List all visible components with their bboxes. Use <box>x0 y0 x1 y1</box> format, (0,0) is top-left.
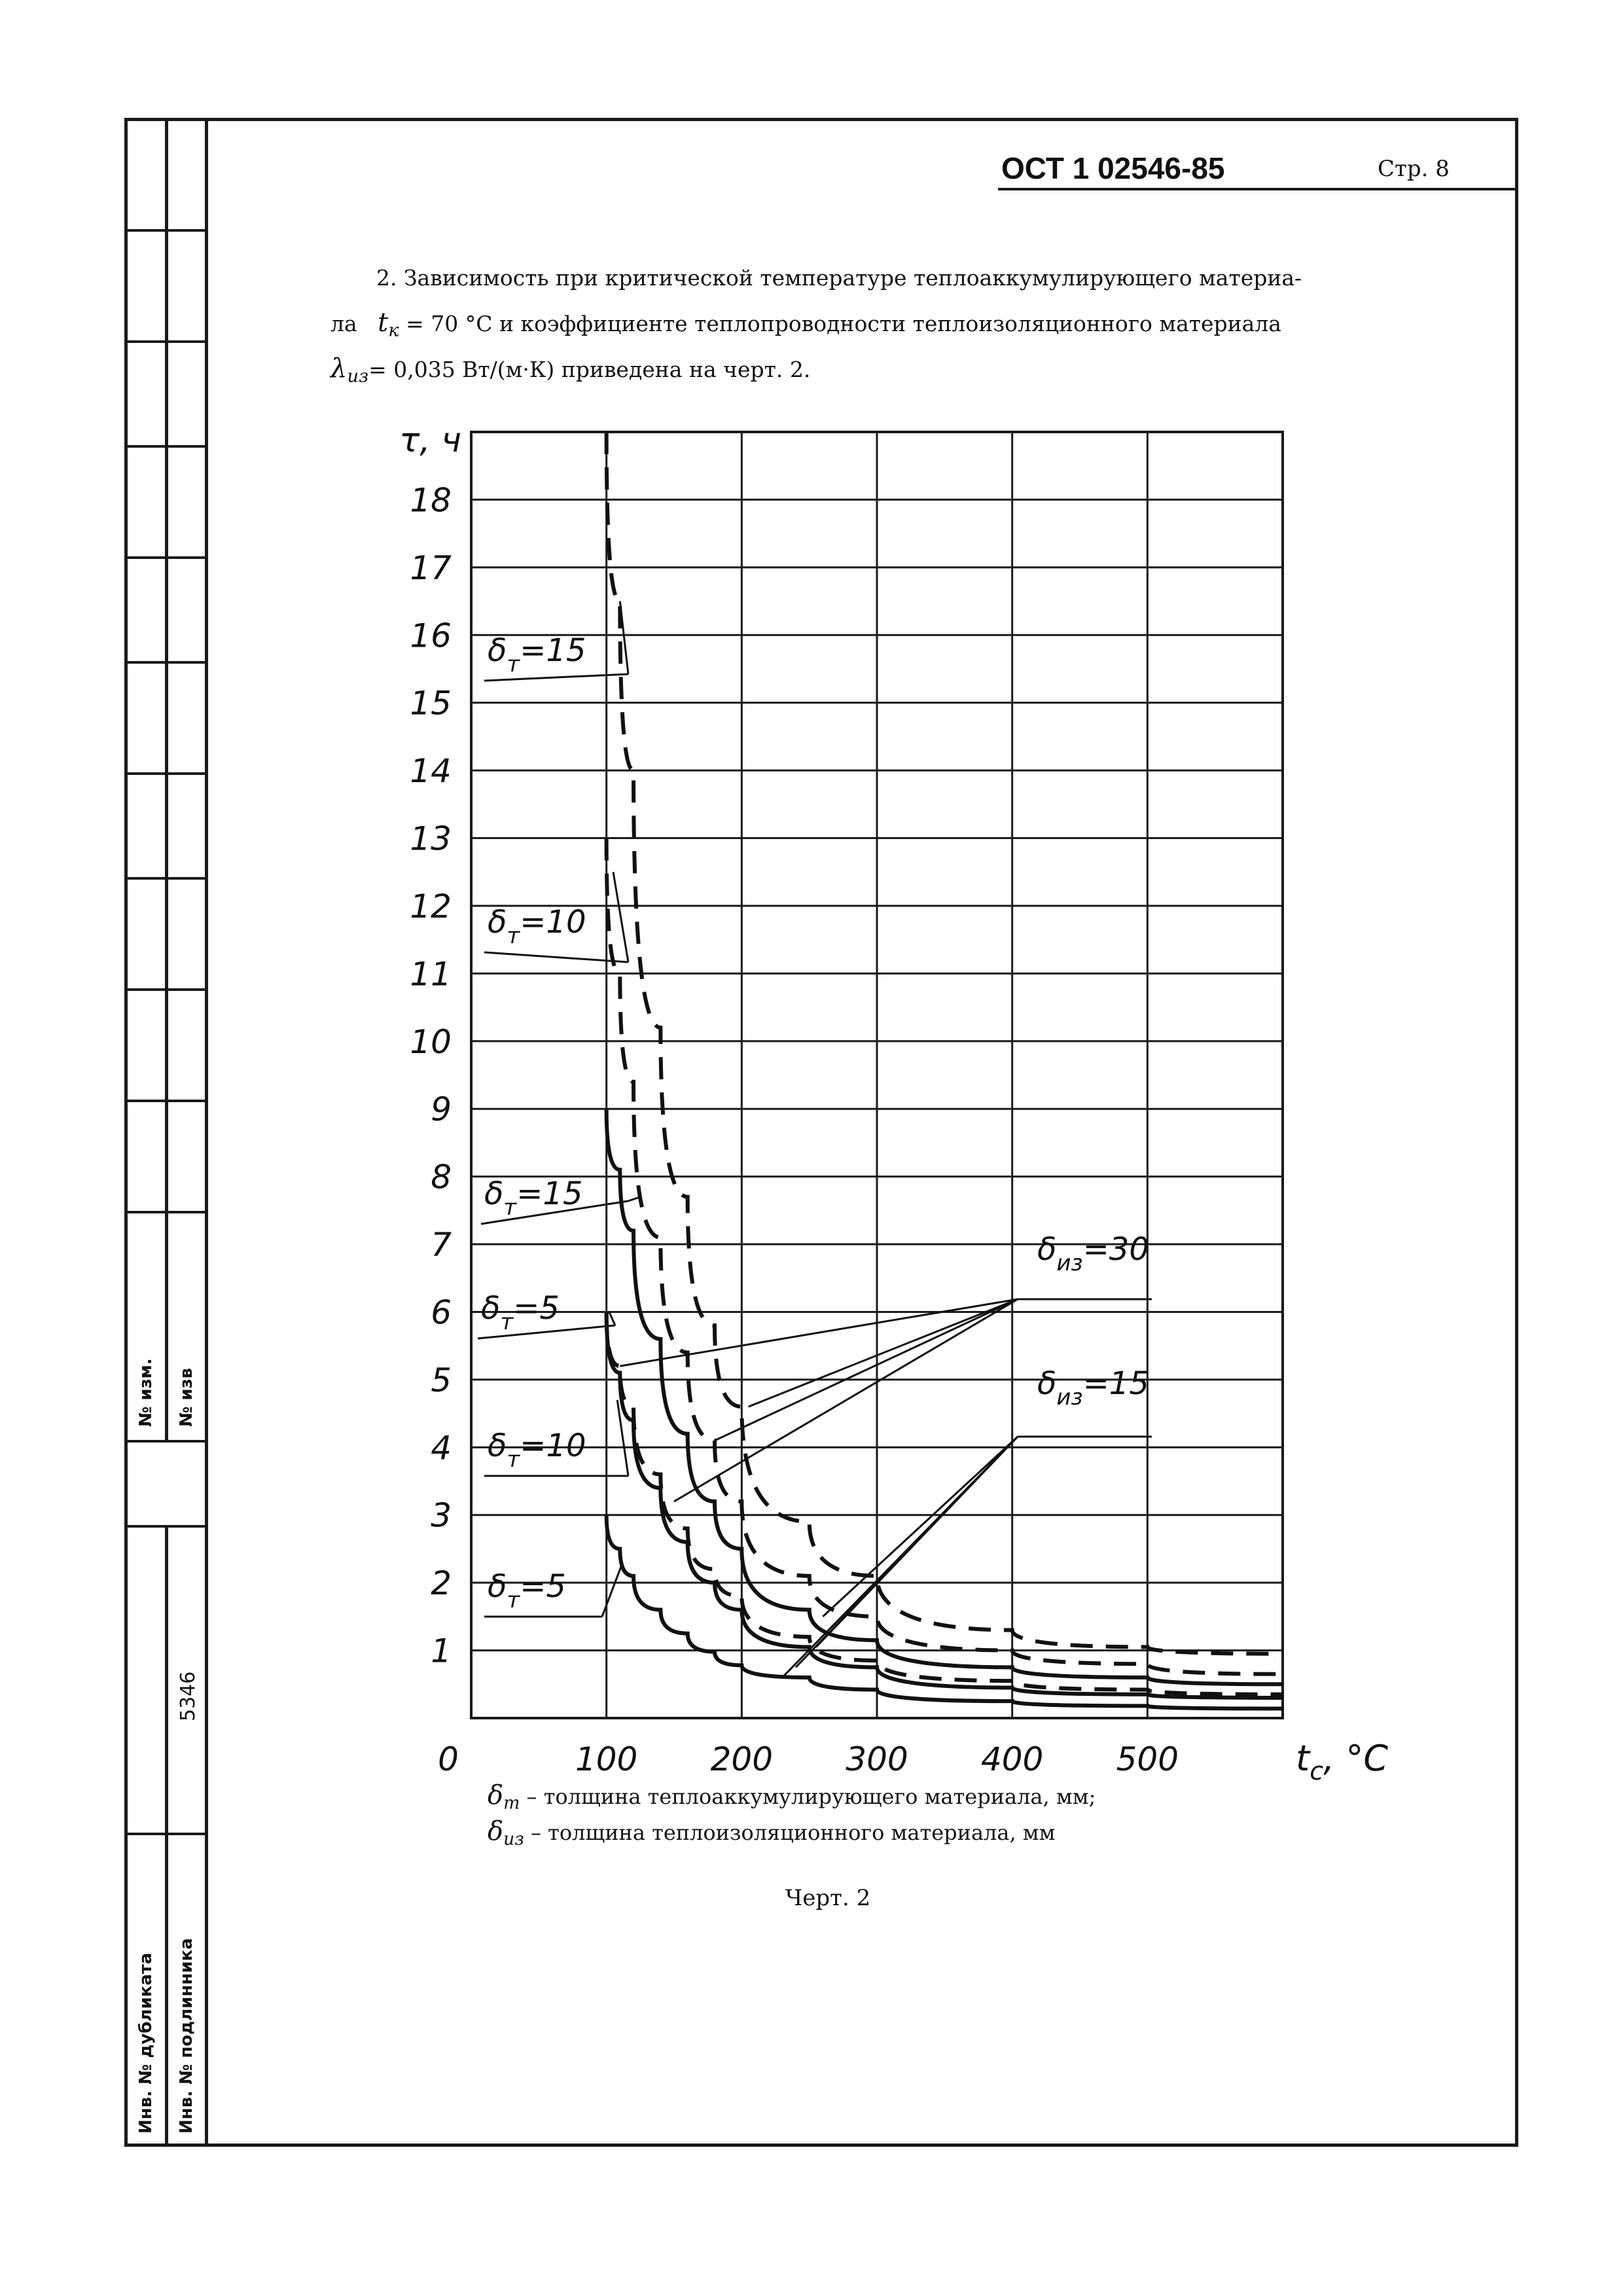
legend-symbol: δ <box>488 1780 504 1810</box>
strip-label-original: Инв. № подлинника <box>177 1938 196 2134</box>
curve-label: $\delta_т=10$ <box>488 1427 586 1473</box>
y-tick-label: 6 <box>431 1293 452 1332</box>
x-tick-label: 0 <box>438 1740 459 1778</box>
legend-subscript: т <box>503 1793 520 1814</box>
y-tick-label: 2 <box>431 1564 452 1603</box>
series-line-1 <box>607 432 1283 1654</box>
y-tick-label: 9 <box>431 1090 452 1129</box>
legend-text: – толщина теплоаккумулирующего материала, мм; <box>526 1784 1096 1809</box>
x-tick-label: 300 <box>846 1740 908 1778</box>
tk-subscript: к <box>388 319 399 341</box>
figure-caption: Черт. 2 <box>785 1885 871 1911</box>
curve-label-leader <box>602 1562 622 1617</box>
curve-label: $\delta_т=5$ <box>488 1568 566 1613</box>
y-tick-label: 14 <box>410 752 452 791</box>
document-code: ОСТ 1 02546-85 <box>1001 151 1225 185</box>
strip-label-duplicate: Инв. № дубликата <box>136 1952 156 2134</box>
curve-label-leader <box>715 1299 1018 1441</box>
y-axis-label: τ, ч <box>399 421 462 460</box>
y-tick-label: 11 <box>410 955 452 994</box>
curve-label: $\delta_{из}=15$ <box>1037 1365 1149 1410</box>
y-tick-label: 7 <box>431 1226 452 1265</box>
curve-label-leader <box>749 1299 1018 1407</box>
y-tick-label: 16 <box>410 617 452 655</box>
y-tick-label: 5 <box>431 1361 452 1399</box>
legend-symbol: δ <box>488 1816 504 1846</box>
tk-symbol: t <box>378 308 389 338</box>
y-tick-label: 10 <box>410 1022 452 1061</box>
curve-label: $\delta_т=15$ <box>484 1175 583 1221</box>
page-label: Стр. 8 <box>1378 156 1450 182</box>
y-tick-label: 3 <box>431 1496 452 1535</box>
paragraph-line-1: 2. Зависимость при критической температуре теплоаккумулирующего материа- <box>376 265 1302 291</box>
y-tick-label: 17 <box>410 548 452 587</box>
curve-label-leader <box>823 1437 1018 1617</box>
y-tick-label: 13 <box>410 819 452 858</box>
curve-label-leader <box>613 872 628 962</box>
curve-label-leader <box>782 1437 1018 1677</box>
y-tick-label: 15 <box>410 684 452 723</box>
curve-label-underline <box>478 1325 615 1338</box>
curve-label: $\delta_т=10$ <box>488 904 586 949</box>
strip-label-notice-no: № изв <box>177 1367 196 1427</box>
lambda-subscript: из <box>347 365 369 387</box>
legend-text: – толщина теплоизоляционного материала, мм <box>530 1820 1056 1845</box>
legend-line-2 <box>488 1816 1056 1849</box>
curve-label: $\delta_т=15$ <box>488 632 586 677</box>
series-line-2 <box>607 838 1283 1674</box>
y-tick-label: 4 <box>431 1429 452 1467</box>
series-line-6 <box>607 1515 1283 1709</box>
curve-label: $\delta_т=5$ <box>481 1290 560 1335</box>
curve-label-leader <box>620 1299 1018 1366</box>
y-tick-label: 18 <box>410 481 452 520</box>
curve-label-leader <box>674 1299 1018 1501</box>
curve-label: $\delta_{из}=30$ <box>1037 1231 1149 1276</box>
x-tick-label: 500 <box>1116 1740 1179 1778</box>
tk-value: = 70 °С и коэффициенте теплопроводности теплоизоляционного материала <box>406 311 1281 336</box>
y-tick-label: 1 <box>431 1632 452 1670</box>
series-line-3 <box>607 1109 1283 1684</box>
lambda-symbol: λ <box>330 353 348 384</box>
legend-subscript: из <box>503 1829 524 1850</box>
curve-label-leader <box>609 1312 615 1325</box>
x-tick-label: 100 <box>575 1740 638 1778</box>
strip-inv-number: 5346 <box>177 1671 200 1721</box>
x-tick-label: 400 <box>980 1740 1044 1778</box>
y-tick-label: 12 <box>410 887 452 925</box>
legend-line-1 <box>488 1780 1096 1813</box>
y-tick-label: 8 <box>431 1158 452 1196</box>
lambda-value: = 0,035 Вт/(м·К) приведена на черт. 2. <box>368 357 811 382</box>
strip-label-change-no: № изм. <box>136 1358 156 1427</box>
paragraph-prefix: ла <box>330 311 357 336</box>
x-axis-label: $t_c$, °C <box>1296 1738 1389 1785</box>
x-tick-label: 200 <box>710 1740 774 1778</box>
